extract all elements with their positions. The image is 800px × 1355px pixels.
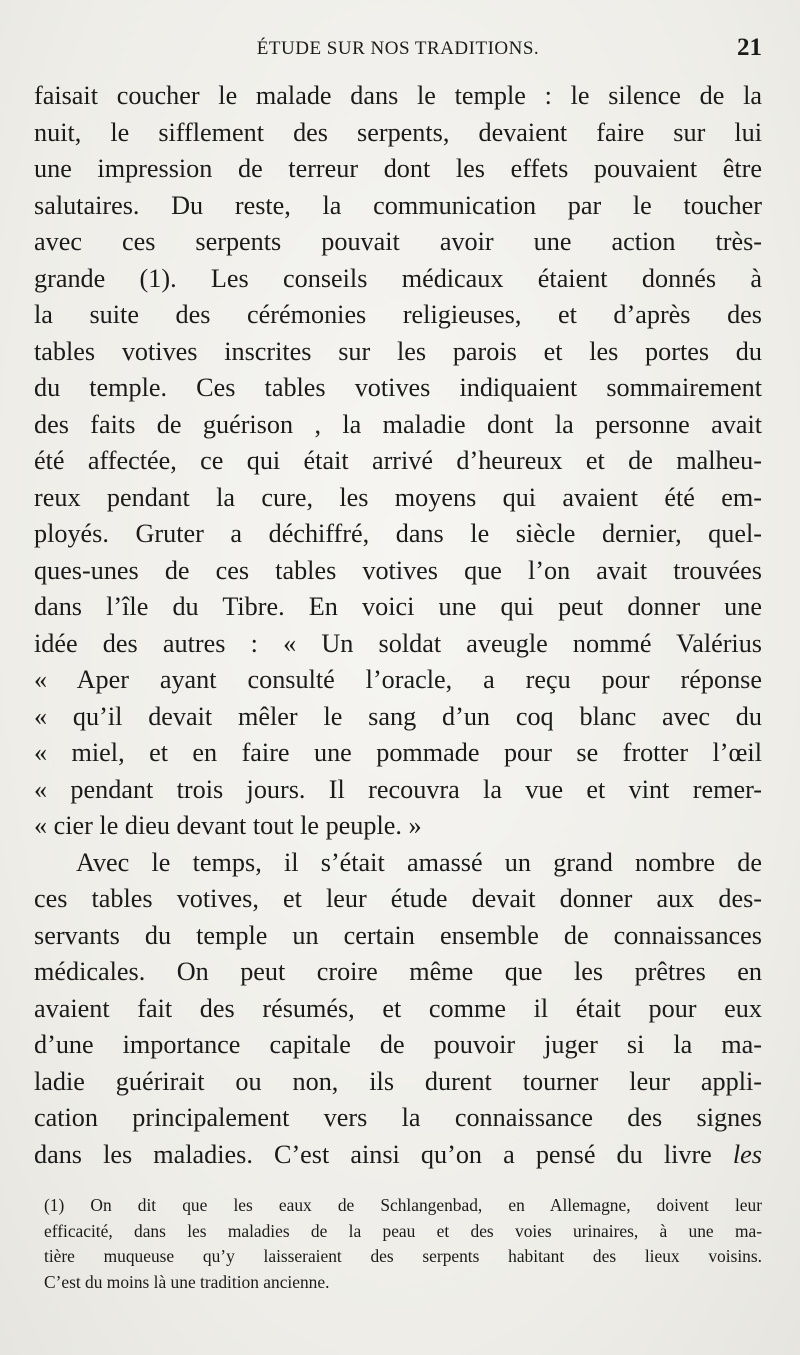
text-line: cation principalement vers la connaissance des signes [34,1103,762,1132]
running-title: ÉTUDE SUR NOS TRADITIONS. [256,38,540,59]
text-line: des faits de guérison , la maladie dont la personne avait [34,409,762,439]
text-line: grande (1). Les conseils médicaux étaient donnés à [34,263,762,293]
footnote-line: tière muqueuse qu’y laisseraient des serpents habitant des lieux voisins. [44,1246,762,1266]
text-line: avec ces serpents pouvait avoir une action très- [34,227,762,256]
text-line: « cier le dieu devant tout le peuple. » [34,811,422,840]
text-line: « qu’il devait mêler le sang d’un coq blanc avec du [34,701,762,731]
text-line: salutaires. Du reste, la communication par le toucher [34,190,762,220]
body-text [34,78,762,1173]
text-line: une impression de terreur dont les effets pouvaient être [34,154,762,183]
text-line: ladie guérirait ou non, ils durent tourner leur appli- [34,1066,762,1096]
footnote-line: efficacité, dans les maladies de la peau et des voies urinaires, à une ma- [44,1220,762,1241]
page-number: 21 [737,34,762,61]
text-line: faisait coucher le malade dans le temple : le silence de la [34,81,762,110]
text-line: dans l’île du Tibre. En voici une qui peut donner une [34,592,762,621]
final-line-text: dans les maladies. C’est ainsi qu’on a pensé du livre [34,1139,712,1169]
footnote-line: C’est du moins là une tradition ancienne. [44,1271,330,1292]
text-line: été affectée, ce qui était arrivé d’heureux et de malheu- [34,446,762,475]
running-head [34,34,762,74]
text-line: tables votives inscrites sur les parois et les portes du [34,336,762,366]
text-line: servants du temple un certain ensemble de connaissances [34,920,762,950]
text-line: ployés. Gruter a déchiffré, dans le siècle dernier, quel- [34,519,762,548]
text-line: idée des autres : « Un soldat aveugle nommé Valérius [34,628,762,658]
text-line: d’une importance capitale de pouvoir juger si la ma- [34,1030,762,1059]
text-line: nuit, le sifflement des serpents, devaient faire sur lui [34,117,762,147]
footnote-line: (1) On dit que les eaux de Schlangenbad, en Allemagne, doivent leur [44,1195,762,1215]
text-line: médicales. On peut croire même que les prêtres en [34,957,762,986]
text-line: avaient fait des résumés, et comme il était pour eux [34,993,762,1023]
text-line: ques-unes de ces tables votives que l’on avait trouvées [34,555,762,585]
italic-word: les [732,1139,762,1169]
text-line: « miel, et en faire une pommade pour se frotter l’œil [34,738,762,767]
text-line: « Aper ayant consulté l’oracle, a reçu pour réponse [34,665,762,694]
text-line: reux pendant la cure, les moyens qui avaient été em- [34,482,762,512]
footnote [34,1193,762,1295]
text-line: « pendant trois jours. Il recouvra la vue et vint remer- [34,774,762,804]
text-line: ces tables votives, et leur étude devait donner aux des- [34,884,762,913]
text-line: la suite des cérémonies religieuses, et d’après des [34,300,762,329]
text-line: du temple. Ces tables votives indiquaient sommairement [34,373,762,402]
text-line-final [34,1137,762,1174]
paragraph-start-line: Avec le temps, il s’était amassé un grand nombre de [76,847,762,877]
